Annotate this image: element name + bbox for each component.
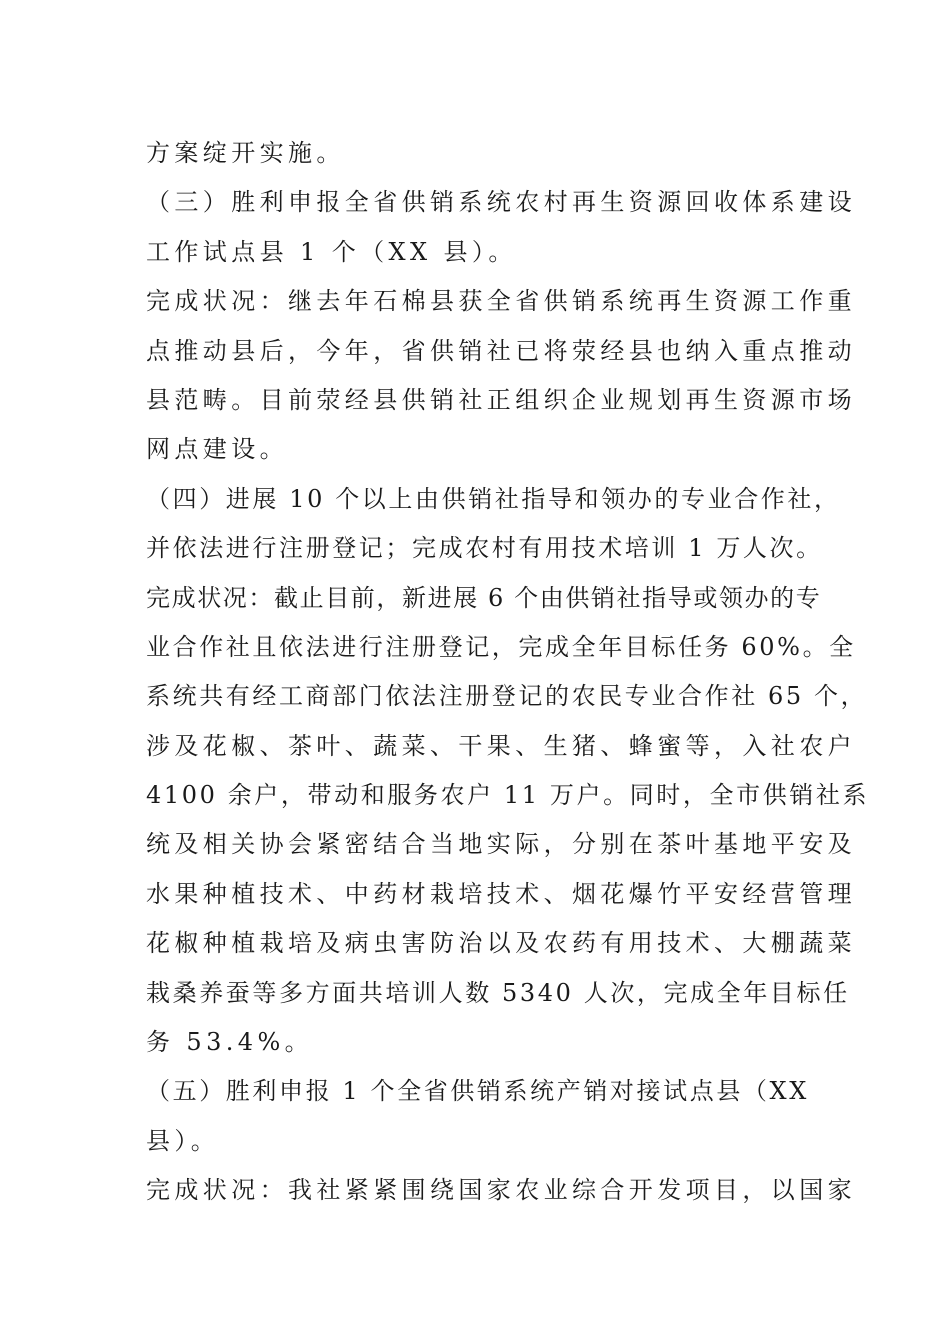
- body-line: 栽桑养蚕等多方面共培训人数 5340 人次，完成全年目标任: [146, 978, 850, 1007]
- section-heading-5: （五）胜利申报 1 个全省供销系统产销对接试点县（XX: [146, 1077, 809, 1106]
- document-body: [146, 129, 870, 1216]
- body-line: 并依法进行注册登记；完成农村有用技术培训 1 万人次。: [146, 534, 823, 563]
- body-line: 水果种植技术、中药材栽培技术、烟花爆竹平安经营管理: [146, 879, 856, 908]
- section-heading-4: （四）进展 10 个以上由供销社指导和领办的专业合作社，: [146, 484, 841, 513]
- body-line: 县范畴。目前荥经县供销社正组织企业规划再生资源市场: [146, 385, 856, 414]
- body-line: 业合作社且依法进行注册登记，完成全年目标任务 60%。全: [146, 632, 856, 661]
- body-line: 点推动县后，今年，省供销社已将荥经县也纳入重点推动: [146, 336, 856, 365]
- body-line: 系统共有经工商部门依法注册登记的农民专业合作社 65 个，: [146, 682, 868, 711]
- body-line: 方案绽开实施。: [146, 139, 345, 167]
- status-paragraph-line: 完成状况：继去年石棉县获全省供销系统再生资源工作重: [146, 287, 856, 316]
- status-paragraph-line: 完成状况：截止目前，新进展 6 个由供销社指导或领办的专: [146, 583, 822, 612]
- body-line: 务 53.4%。: [146, 1028, 314, 1057]
- body-line: 工作试点县 1 个（XX 县）。: [146, 237, 517, 266]
- body-line: 涉及花椒、茶叶、蔬菜、干果、生猪、蜂蜜等，入社农户: [146, 731, 856, 760]
- body-line: 县）。: [146, 1126, 220, 1155]
- body-line: 统及相关协会紧密结合当地实际，分别在茶叶基地平安及: [146, 830, 856, 859]
- body-line: 网点建设。: [146, 435, 288, 464]
- section-heading-3: （三）胜利申报全省供销系统农村再生资源回收体系建设: [146, 188, 856, 217]
- body-line: 花椒种植栽培及病虫害防治以及农药有用技术、大棚蔬菜: [146, 929, 856, 958]
- body-line: 4100 余户，带动和服务农户 11 万户。同时，全市供销社系: [146, 781, 870, 810]
- status-paragraph-line: 完成状况：我社紧紧围绕国家农业综合开发项目，以国家: [146, 1176, 856, 1205]
